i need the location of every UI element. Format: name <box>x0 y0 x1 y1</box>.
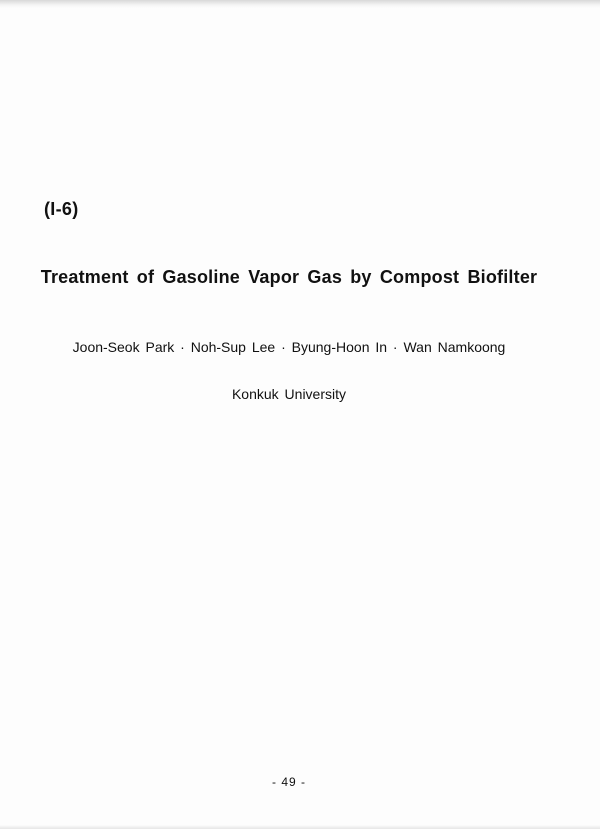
affiliation: Konkuk University <box>231 386 347 402</box>
section-code: (I-6) <box>44 199 79 219</box>
page-number: - 49 - <box>271 775 306 789</box>
author-list: Joon-Seok Park · Noh-Sup Lee · Byung-Hoon In · Wan Namkoong <box>72 339 506 355</box>
paper-title: Treatment of Gasoline Vapor Gas by Compost Biofilter <box>40 267 538 287</box>
scan-bottom-edge <box>0 825 600 829</box>
scan-top-edge <box>0 0 600 8</box>
